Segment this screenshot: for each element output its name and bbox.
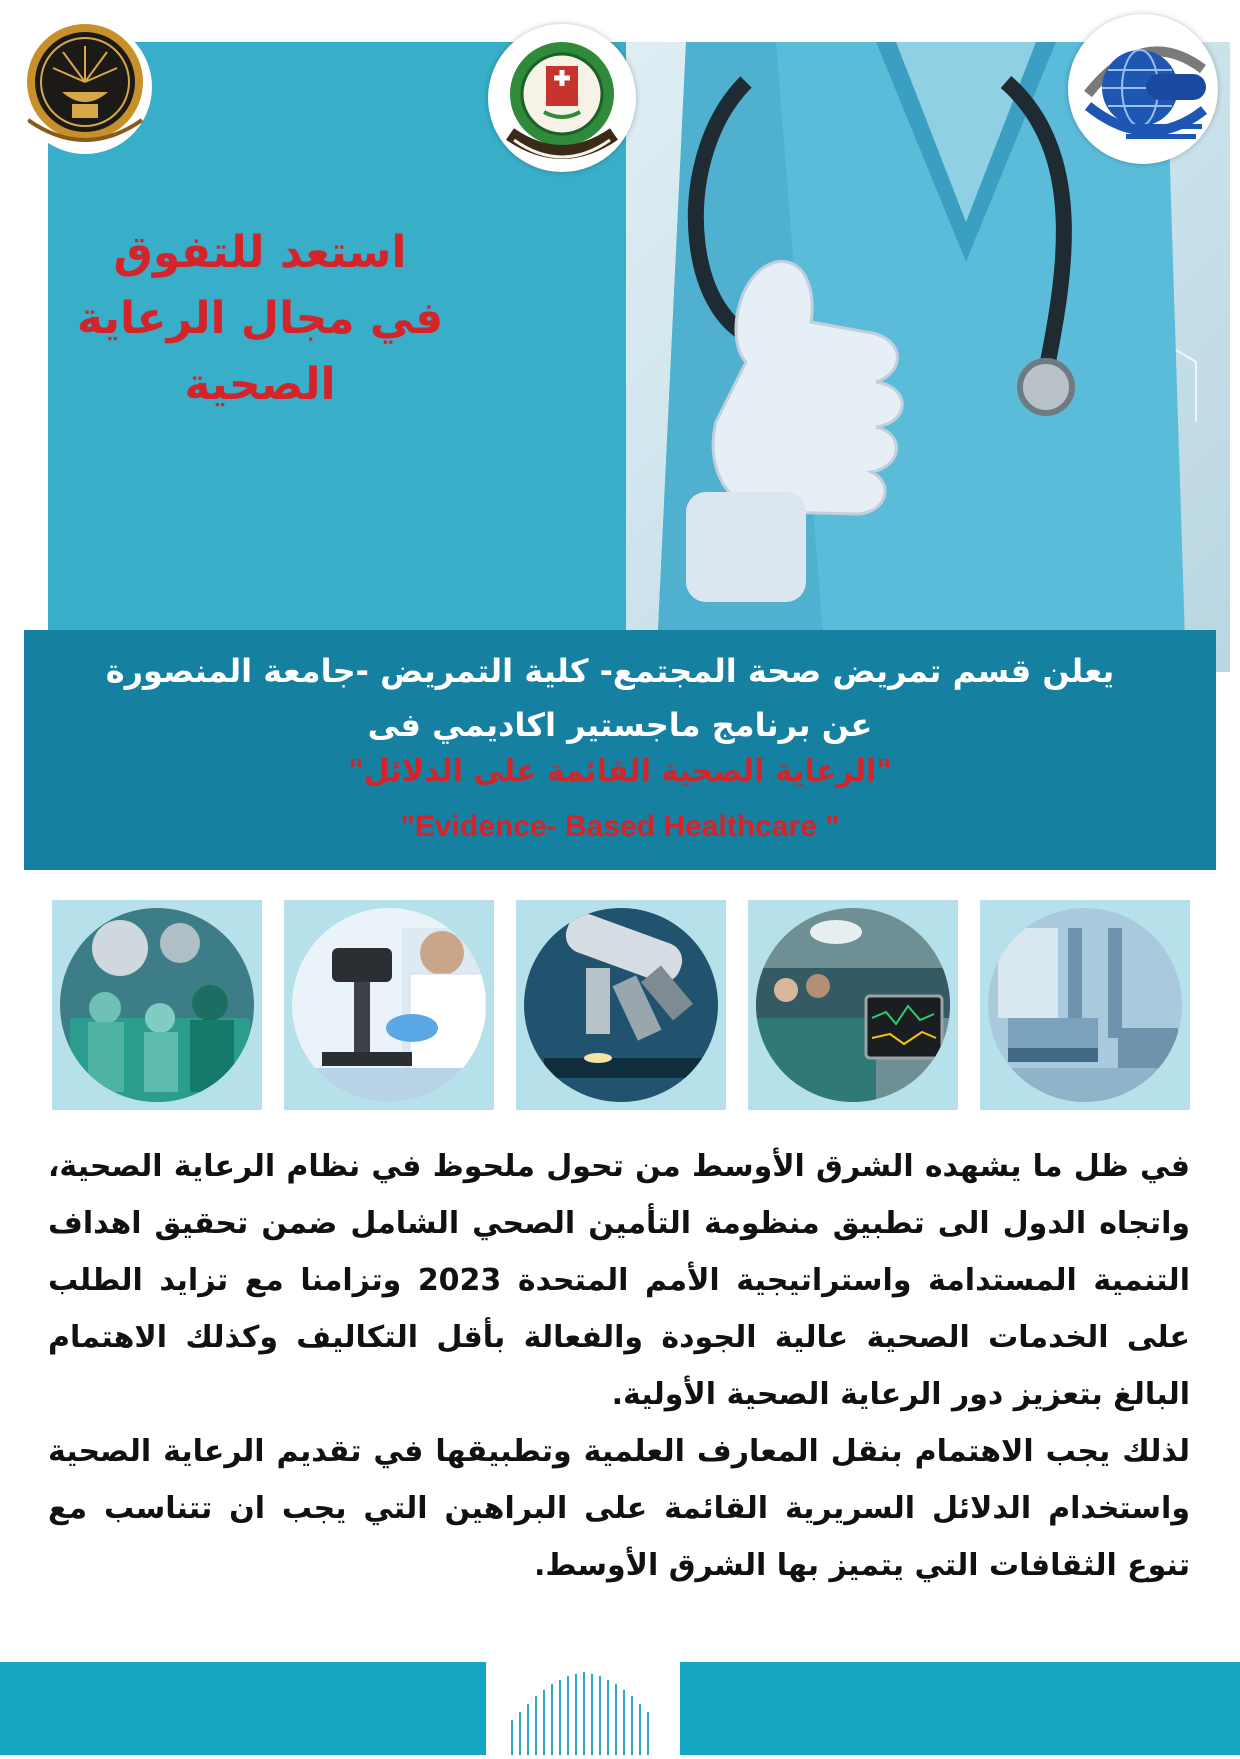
- program-name-english: " Evidence- Based Healthcare": [400, 810, 840, 843]
- microscope-closeup-photo-icon: [524, 908, 718, 1102]
- hero-title-line2: في مجال الرعاية الصحية: [76, 293, 444, 410]
- announcement-line1: يعلن قسم تمريض صحة المجتمع- كلية التمريض -جامعة المنصورة: [105, 652, 1115, 690]
- tile-microscope-closeup: [516, 900, 726, 1110]
- nursing-faculty-seal-icon: [488, 24, 636, 172]
- operating-room-photo-icon: [756, 908, 950, 1102]
- hospital-ward-photo-icon: [988, 908, 1182, 1102]
- surgical-team-photo-icon: [60, 908, 254, 1102]
- hero-title: [20, 220, 500, 418]
- program-name-arabic: "الرعاية الصحية القائمة على الدلائل": [348, 754, 892, 789]
- tile-surgical-team: [52, 900, 262, 1110]
- hero-title-line1: استعد للتفوق: [113, 227, 407, 278]
- announcement-line2: عن برنامج ماجستير اكاديمي فى: [367, 706, 873, 744]
- tile-operating-room: [748, 900, 958, 1110]
- chnd-logo-icon: [1068, 14, 1218, 164]
- body-paragraph1: في ظل ما يشهده الشرق الأوسط من تحول ملحوظ في نظام الرعاية الصحية، واتجاه الدول الى تطبيق منظومة التأمين الصحي الشامل ضمن تحقيق اهداف التنمية المستدامة واستراتيجية الأمم المتحدة 2023 وتزامنا مع تزايد الطلب على الخدمات الصحية عالية الجودة والفعالة بأقل التكاليف وكذلك الاهتمام البالغ بتعزيز دور الرعاية الصحية الأولية.: [48, 1149, 1190, 1412]
- footer-bar-left: [0, 1662, 486, 1755]
- body-text: [48, 1138, 1190, 1594]
- anniversary-logo-icon: [18, 20, 152, 154]
- announcement-band: [24, 630, 1216, 870]
- tile-hospital-ward: [980, 900, 1190, 1110]
- tile-scientist-microscope: [284, 900, 494, 1110]
- footer-bar-right: [680, 1662, 1240, 1755]
- scientist-microscope-photo-icon: [292, 908, 486, 1102]
- building-columns-icon: [492, 1660, 672, 1755]
- body-paragraph2: لذلك يجب الاهتمام بنقل المعارف العلمية وتطبيقها في تقديم الرعاية الصحية واستخدام الدلائل السريرية القائمة على البراهين التي يجب ان تتناسب مع تنوع الثقافات التي يتميز بها الشرق الأوسط.: [48, 1434, 1190, 1583]
